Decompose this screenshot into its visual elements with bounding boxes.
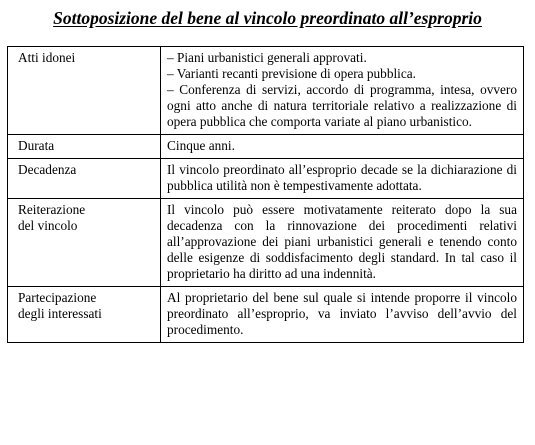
table-row	[8, 287, 524, 343]
table-row	[8, 135, 524, 159]
row-label-reiterazione	[8, 199, 161, 287]
row-label-text: Reiterazione	[18, 202, 86, 217]
row-label-atti-idonei	[8, 47, 161, 135]
row-content-decadenza	[161, 159, 524, 199]
table-row	[8, 47, 524, 135]
row-label-text: degli interessati	[18, 306, 102, 321]
row-content-durata	[161, 135, 524, 159]
row-content-atti-idonei	[161, 47, 524, 135]
table-row	[8, 159, 524, 199]
cell-text: Il vincolo può essere motivatamente reiterato dopo la sua decadenza con la rinnovazione dei procedimenti relativi all’approvazione dei piani urbanistici generali e tenendo conto delle esigenze di soddisfacimento degli standard. In tal caso il proprietario ha diritto ad una indennità.	[167, 202, 517, 281]
row-label-decadenza	[8, 159, 161, 199]
cell-text: Cinque anni.	[167, 138, 235, 153]
row-label-text: del vincolo	[18, 218, 78, 233]
summary-table	[7, 46, 524, 343]
cell-text: Il vincolo preordinato all’esproprio decade se la dichiarazione di pubblica utilità non è tempestivamente adottata.	[167, 162, 517, 193]
row-content-reiterazione	[161, 199, 524, 287]
row-label-partecipazione	[8, 287, 161, 343]
row-content-partecipazione	[161, 287, 524, 343]
table-row	[8, 199, 524, 287]
row-label-text: Durata	[18, 138, 55, 153]
row-label-durata	[8, 135, 161, 159]
cell-text: Al proprietario del bene sul quale si intende proporre il vincolo preordinato all’esproprio, va inviato l’avviso dell’avvio del procedimento.	[167, 290, 517, 337]
row-label-text: Decadenza	[18, 162, 77, 177]
page-title: Sottoposizione del bene al vincolo preordinato all’esproprio	[53, 8, 482, 28]
list-item: – Conferenza di servizi, accordo di programma, intesa, ovvero ogni atto anche di natura territoriale relativo a realizzazione di opera pubblica che comporta variate al piano urbanistico.	[167, 82, 517, 129]
row-label-text: Partecipazione	[18, 290, 97, 305]
row-label-text: Atti idonei	[18, 50, 76, 65]
list-item: – Piani urbanistici generali approvati.	[167, 50, 367, 65]
list-item: – Varianti recanti previsione di opera pubblica.	[167, 66, 416, 81]
